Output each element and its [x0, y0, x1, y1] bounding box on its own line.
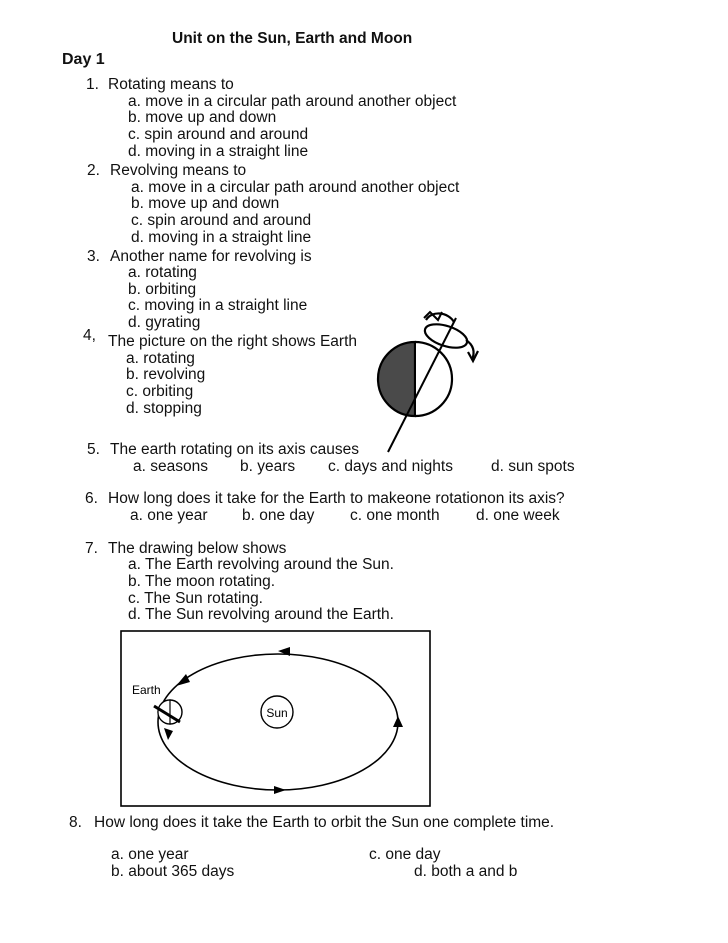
option: b. about 365 days [111, 863, 235, 880]
question-text: The drawing below shows [108, 540, 287, 557]
option: a. rotating [128, 264, 197, 281]
earth-rotation-illustration [336, 300, 492, 460]
earth-label: Earth [132, 683, 161, 697]
option: d. The Sun revolving around the Earth. [128, 606, 394, 623]
option: c. one day [369, 846, 441, 863]
option: a. one year [130, 507, 208, 524]
question-number: 3. [87, 248, 100, 265]
option: c. spin around and around [128, 126, 309, 143]
page-title: Unit on the Sun, Earth and Moon [172, 30, 413, 47]
option: a. seasons [133, 458, 208, 475]
question-number: 2. [87, 162, 100, 179]
earth-day-side [415, 342, 452, 416]
day-heading: Day 1 [62, 51, 105, 68]
question-text: The earth rotating on its axis causes [110, 441, 359, 458]
option: c. days and nights [328, 458, 453, 475]
question-number: 8. [69, 814, 82, 831]
earth-night-side [378, 342, 415, 416]
question-text: Revolving means to [110, 162, 247, 179]
question-number: 7. [85, 540, 98, 557]
option: b. revolving [126, 366, 206, 383]
option: d. both a and b [414, 863, 518, 880]
question-text: How long does it take the Earth to orbit the Sun one complete time. [94, 814, 555, 831]
option: d. stopping [126, 400, 202, 417]
option: c. one month [350, 507, 440, 524]
option: b. move up and down [131, 195, 280, 212]
option: a. The Earth revolving around the Sun. [128, 556, 394, 573]
orbit-diagram [120, 630, 432, 808]
question-text: How long does it take for the Earth to makeone rotationon its axis? [108, 490, 565, 507]
question-number: 1. [86, 76, 99, 93]
question-text: The picture on the right shows Earth [108, 333, 357, 350]
option: c. The Sun rotating. [128, 590, 263, 607]
option: b. The moon rotating. [128, 573, 276, 590]
option: b. orbiting [128, 281, 197, 298]
option: a. move in a circular path around another object [131, 179, 460, 196]
question-number: 6. [85, 490, 98, 507]
question-text: Another name for revolving is [110, 248, 312, 265]
option: d. moving in a straight line [131, 229, 312, 246]
question-text: Rotating means to [108, 76, 234, 93]
option: c. spin around and around [131, 212, 312, 229]
option: d. gyrating [128, 314, 201, 331]
sun-label: Sun [266, 706, 288, 720]
option: d. sun spots [491, 458, 575, 475]
option: b. move up and down [128, 109, 277, 126]
option: d. one week [476, 507, 560, 524]
question-number: 5. [87, 441, 100, 458]
option: c. orbiting [126, 383, 194, 400]
option: c. moving in a straight line [128, 297, 308, 314]
option: b. one day [242, 507, 315, 524]
option: a. rotating [126, 350, 195, 367]
question-number: 4, [83, 327, 96, 344]
option: a. move in a circular path around another object [128, 93, 457, 110]
option: a. one year [111, 846, 189, 863]
option: b. years [240, 458, 296, 475]
option: d. moving in a straight line [128, 143, 309, 160]
